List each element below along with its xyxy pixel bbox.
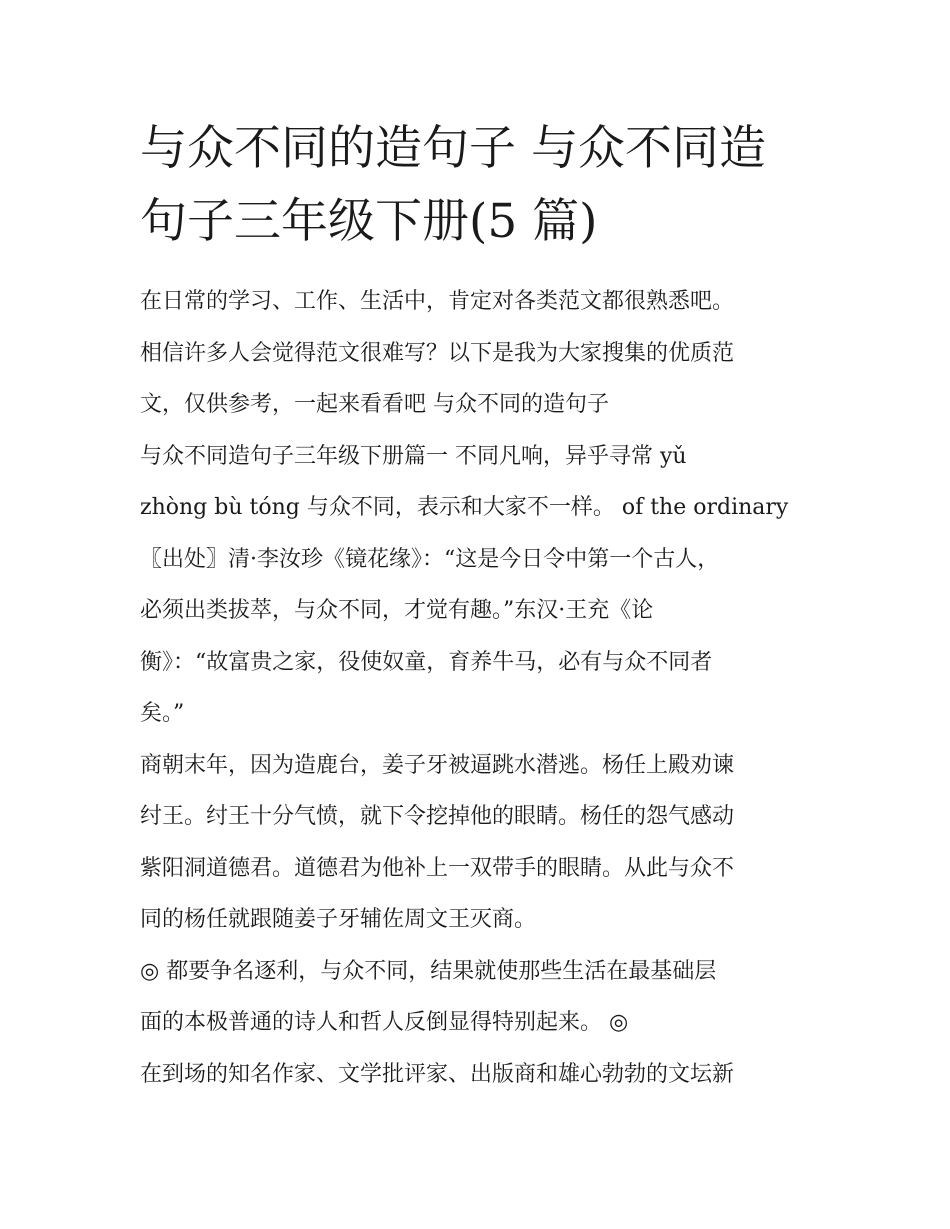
body-line: 在到场的知名作家、文学批评家、出版商和雄心勃勃的文坛新 [140,1061,735,1087]
body-line: 与众不同造句子三年级下册篇一 不同凡响，异乎寻常 yǔ [140,443,687,469]
body-line: 衡》：“故富贵之家，役使奴童，育养牛马，必有与众不同者 [140,649,713,675]
document-body [140,276,820,1100]
body-line: 〖出处〗清·李汝珍《镜花缘》：“这是今日令中第一个古人， [140,546,720,572]
body-line: 在日常的学习、工作、生活中，肯定对各类范文都很熟悉吧。 [140,289,735,314]
title-line-2: 句子三年级下册(5 篇) [140,194,598,249]
body-line: 商朝末年，因为造鹿台，姜子牙被逼跳水潜逃。杨任上殿劝谏 [140,752,735,778]
body-line: ◎ 都要争名逐利，与众不同，结果就使那些生活在最基础层 [140,958,717,984]
body-line: 紫阳洞道德君。道德君为他补上一双带手的眼睛。从此与众不 [140,855,735,881]
body-line: 文，仅供参考，一起来看看吧 与众不同的造句子 [140,392,609,417]
body-line: 矣。” [140,701,185,726]
title-line-1: 与众不同的造句子 与众不同造 [140,121,766,176]
body-line: 面的本极普通的诗人和哲人反倒显得特别起来。 ◎ [140,1010,629,1035]
body-line: 必须出类拔萃，与众不同，才觉有趣。”东汉·王充《论 [140,598,654,623]
document-page [140,112,820,1100]
body-line: 同的杨任就跟随姜子牙辅佐周文王灭商。 [140,907,537,932]
document-title [140,112,820,258]
body-line: 相信许多人会觉得范文很难写？以下是我为大家搜集的优质范 [140,340,735,366]
body-line: 纣王。纣王十分气愤，就下令挖掉他的眼睛。杨任的怨气感动 [140,804,735,829]
body-line: zhòng bù tóng 与众不同，表示和大家不一样。 of the ordinary [140,495,789,520]
